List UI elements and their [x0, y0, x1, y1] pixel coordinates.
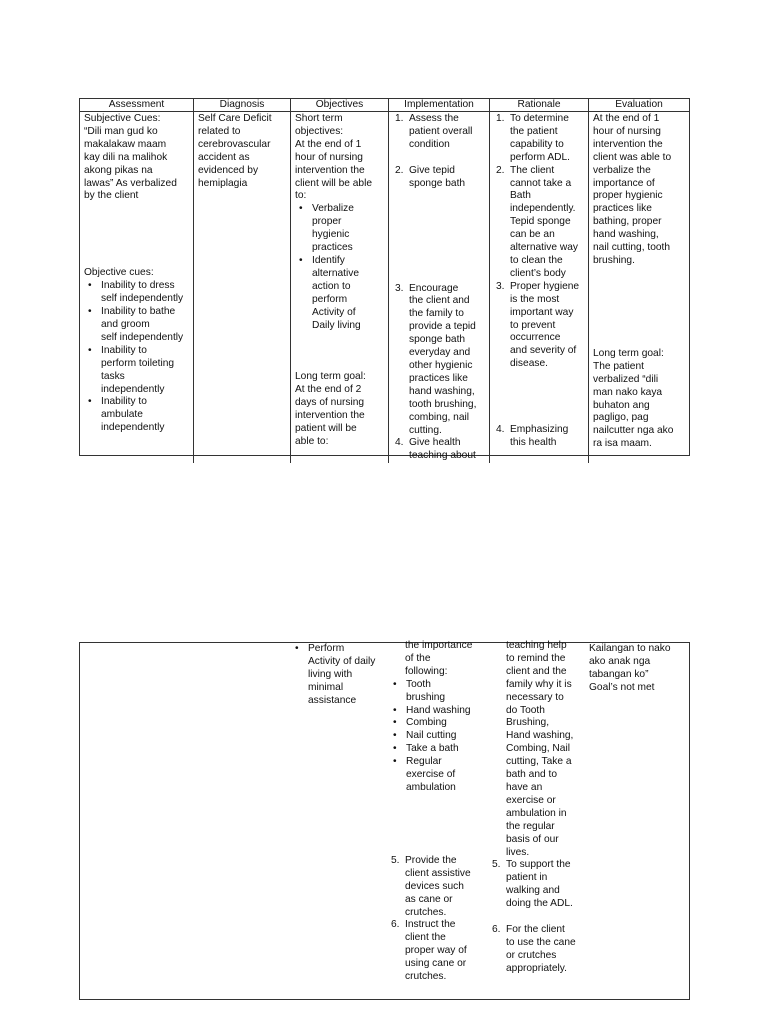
header-evaluation: Evaluation — [589, 99, 689, 112]
item-number: 2. — [395, 164, 404, 176]
list-item: 4. Give health teaching about — [395, 437, 476, 462]
item-number: 4. — [496, 424, 505, 436]
subjective-cues: Subjective Cues: “Dili man gud ko makalakaw maam kay dili na malihok akong pikas na lawas” As verbalized by the client — [84, 113, 177, 202]
list-item: 4. Emphasizing this health — [496, 424, 569, 449]
evaluation-continued: Kailangan to nako ako anak nga tabangan ko” Goal’s not met — [589, 643, 671, 693]
list-item: • Inability to dress self independently — [84, 280, 190, 306]
item-number: 4. — [395, 437, 404, 449]
care-plan-table-page-2 — [79, 642, 690, 1000]
list-item: 2. The client cannot take a Bath independently. Tepid sponge can be an alternative way to clean the client’s body — [496, 164, 578, 279]
long-term-goal: Long term goal: At the end of 2 days of nursing intervention the patient will be able to: — [295, 371, 366, 447]
list-item: • Combing — [389, 717, 490, 730]
list-item: • Perform Activity of daily living with minimal assistance — [291, 643, 389, 708]
item-number: 3. — [395, 282, 404, 294]
table-header-row — [80, 99, 689, 112]
care-plan-table-page-1 — [79, 98, 690, 462]
short-term-list — [295, 203, 385, 332]
list-item: 5. Provide the client assistive devices such as cane or crutches. — [391, 854, 471, 918]
evaluation-long-term: Long term goal: The patient verbalized “dili man nako kaya buhaton ang pagligo, pag nailcutter nga ako ra isa maam. — [593, 347, 674, 450]
diagnosis-cell — [194, 112, 291, 463]
rationale-cell — [490, 112, 589, 463]
list-item: • Regular exercise of ambulation — [389, 756, 490, 795]
rationale-list — [494, 113, 585, 450]
item-number: 5. — [492, 859, 501, 871]
rationale-continued: teaching help to remind the client and the family why it is necessary to do Tooth Brushing, Hand washing, Combing, Nail cutting, Take a bath and to have an exercise or ambulation in the regular basis of our lives. — [506, 640, 574, 858]
assessment-cell — [80, 643, 194, 999]
list-item: 5. To support the patient in walking and doing the ADL. — [492, 859, 573, 910]
item-number: 3. — [496, 280, 505, 292]
implementation-cell — [389, 640, 490, 999]
list-item: 6. Instruct the client the proper way of using cane or crutches. — [391, 919, 467, 983]
item-number: 6. — [492, 924, 501, 936]
item-number: 2. — [496, 164, 505, 176]
evaluation-short-term: At the end of 1 hour of nursing intervention the client was able to verbalize the importance of proper hygienic practices like bathing, proper hand washing, nail cutting, tooth brushing. — [593, 113, 672, 266]
implementation-cell — [389, 112, 490, 463]
header-implementation: Implementation — [389, 99, 490, 112]
table-body-row — [80, 112, 689, 462]
list-item: • Verbalize proper hygienic practices — [295, 203, 385, 255]
implementation-list — [389, 855, 490, 984]
item-number: 1. — [496, 113, 505, 124]
assessment-cell — [80, 112, 194, 463]
implementation-continued: the importance of the following: — [405, 640, 473, 677]
objectives-cell — [291, 112, 389, 463]
list-item: 3. Encourage the client and the family to provide a tepid sponge bath everyday and other hygienic practices like hand washing, tooth brushing, combing, nail cutting. — [395, 282, 477, 436]
list-item: 1. Assess the patient overall condition — [395, 113, 473, 150]
implementation-list — [393, 113, 486, 463]
evaluation-cell — [589, 112, 689, 463]
diagnosis-text: Self Care Deficit related to cerebrovascular accident as evidenced by hemiplagia — [198, 113, 272, 189]
rationale-list — [490, 859, 589, 975]
item-number: 5. — [391, 854, 400, 866]
list-item: • Nail cutting — [389, 730, 490, 743]
short-term-objectives: Short term objectives: At the end of 1 hour of nursing intervention the client will be able to: — [295, 113, 373, 202]
evaluation-cell — [589, 643, 689, 999]
header-objectives: Objectives — [291, 99, 389, 112]
table-body-row — [80, 640, 689, 999]
list-item: 2. Give tepid sponge bath — [395, 164, 466, 189]
list-item: • Tooth brushing — [389, 679, 490, 705]
item-number: 6. — [391, 919, 400, 931]
list-item: • Inability to bathe and groom self independently — [84, 306, 190, 345]
list-item: • Take a bath — [389, 743, 490, 756]
list-item: 6. For the client to use the cane or crutches appropriately. — [492, 924, 576, 974]
list-item: • Inability to perform toileting tasks independently — [84, 345, 190, 397]
objectives-cell — [291, 643, 389, 999]
objective-cues-list — [84, 280, 190, 435]
list-item: 3. Proper hygiene is the most important way to prevent occurrence and severity of disease. — [496, 280, 580, 370]
diagnosis-cell — [194, 643, 291, 999]
item-number: 1. — [395, 113, 404, 124]
list-item: • Identify alternative action to perform Activity of Daily living — [295, 255, 385, 332]
header-assessment: Assessment — [80, 99, 194, 112]
list-item: • Inability to ambulate independently — [84, 396, 190, 435]
list-item: 1. To determine the patient capability to perform ADL. — [496, 113, 571, 163]
objective-cues-title: Objective cues: — [84, 267, 154, 279]
health-teaching-list — [389, 679, 490, 795]
rationale-cell — [490, 640, 589, 999]
header-diagnosis: Diagnosis — [194, 99, 291, 112]
list-item: • Hand washing — [389, 705, 490, 718]
header-rationale: Rationale — [490, 99, 589, 112]
long-term-list — [291, 643, 389, 708]
